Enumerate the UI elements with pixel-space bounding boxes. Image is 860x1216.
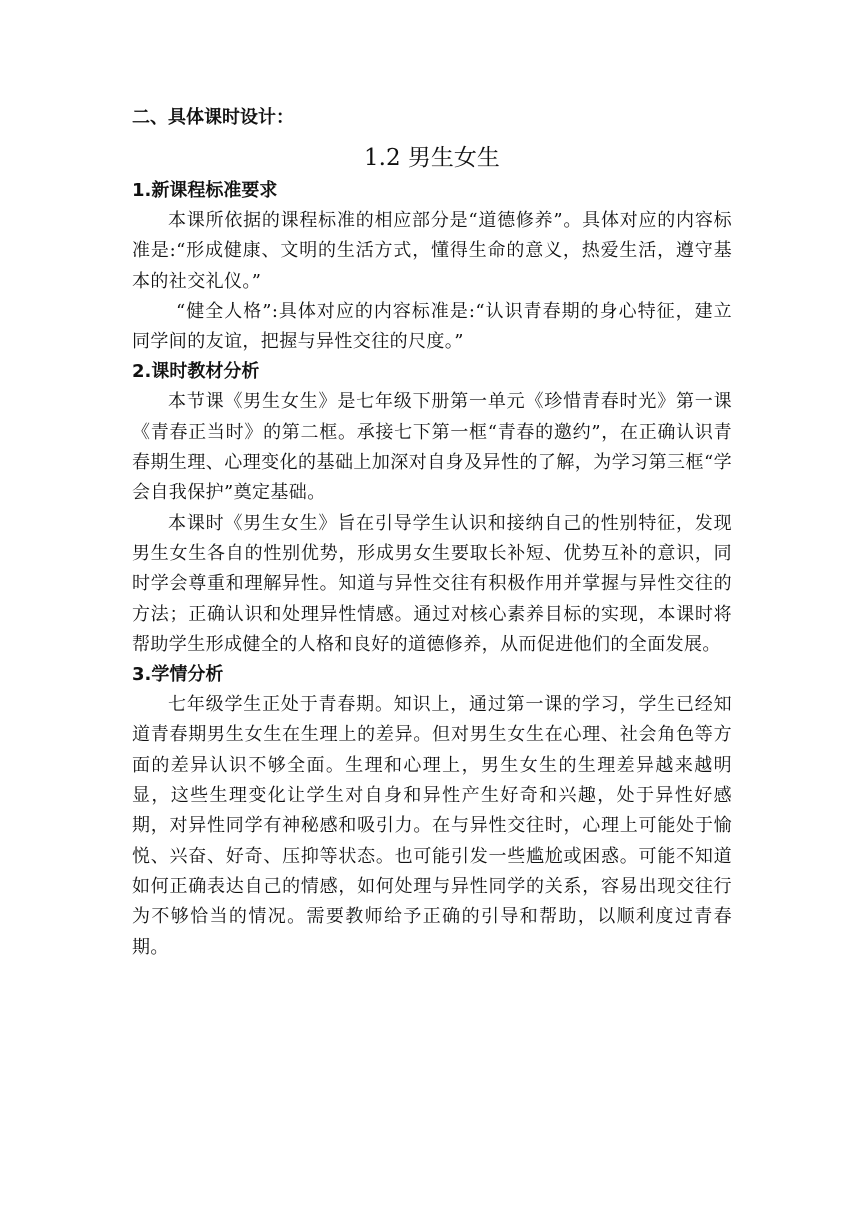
paragraph: 本节课《男生女生》是七年级下册第一单元《珍惜青春时光》第一课《青春正当时》的第二框。承接七下第一框“青春的邀约”，在正确认识青春期生理、心理变化的基础上加深对自身及异性的了解，为学习第三框“学会自我保护”奠定基础。 [132,391,732,504]
paragraph: 本课所依据的课程标准的相应部分是“道德修养”。具体对应的内容标准是:“形成健康、文明的生活方式，懂得生命的意义，热爱生活，遵守基本的社交礼仪。” [132,210,732,292]
section-heading-textbook-analysis: 2.课时教材分析 [132,361,260,383]
paragraph: 本课时《男生女生》旨在引导学生认识和接纳自己的性别特征，发现男生女生各自的性别优势，形成男女生要取长补短、优势互补的意识，同时学会尊重和理解异性。知道与异性交往有积极作用并掌握与异性交往的方法；正确认识和处理异性情感。通过对核心素养目标的实现，本课时将帮助学生形成健全的人格和良好的道德修养，从而促进他们的全面发展。 [132,512,732,655]
section-heading-standards: 1.新课程标准要求 [132,180,278,201]
lesson-title: 1.2 男生女生 [364,145,500,171]
section-heading-student-analysis: 3.学情分析 [132,664,224,686]
part-heading: 二、具体课时设计： [132,107,294,128]
paragraph: “健全人格”:具体对应的内容标准是:“认识青春期的身心特征，建立同学间的友谊，把握与异性交往的尺度。” [132,300,732,353]
document-page [132,96,732,963]
paragraph: 七年级学生正处于青春期。知识上，通过第一课的学习，学生已经知道青春期男生女生在生理上的差异。但对男生女生在心理、社会角色等方面的差异认识不够全面。生理和心理上，男生女生的生理差异越来越明显，这些生理变化让学生对自身和异性产生好奇和兴趣，处于异性好感期，对异性同学有神秘感和吸引力。在与异性交往时，心理上可能处于愉悦、兴奋、好奇、压抑等状态。也可能引发一些尴尬或困惑。可能不知道如何正确表达自己的情感，如何处理与异性同学的关系，容易出现交往行为不够恰当的情况。需要教师给予正确的引导和帮助，以顺利度过青春期。 [132,694,732,958]
